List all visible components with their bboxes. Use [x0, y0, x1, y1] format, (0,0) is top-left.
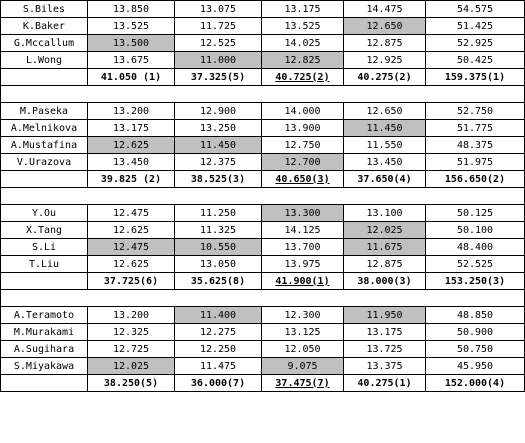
athlete-name-cell[interactable]: G.Mccallum — [1, 35, 88, 52]
score-cell[interactable]: 12.325 — [88, 324, 175, 341]
spacer-cell — [426, 188, 525, 205]
total-cell[interactable]: 40.725(2) — [262, 69, 344, 86]
team-total-row — [1, 171, 525, 188]
score-cell[interactable]: 50.125 — [426, 205, 525, 222]
score-cell[interactable]: 52.525 — [426, 256, 525, 273]
total-cell[interactable]: 41.900(1) — [262, 273, 344, 290]
spacer-row — [1, 188, 525, 205]
athlete-row — [1, 205, 525, 222]
score-cell[interactable]: 12.825 — [262, 52, 344, 69]
score-cell[interactable]: 13.050 — [175, 256, 262, 273]
score-cell[interactable]: 12.875 — [344, 35, 426, 52]
score-cell[interactable]: 11.450 — [175, 137, 262, 154]
athlete-row — [1, 137, 525, 154]
score-cell[interactable]: 48.850 — [426, 307, 525, 324]
spacer-cell — [344, 86, 426, 103]
spacer-cell — [1, 86, 88, 103]
score-cell[interactable]: 13.100 — [344, 205, 426, 222]
score-cell[interactable]: 12.625 — [88, 222, 175, 239]
score-cell[interactable]: 12.925 — [344, 52, 426, 69]
athlete-row — [1, 307, 525, 324]
spacer-cell — [88, 86, 175, 103]
score-cell[interactable]: 11.000 — [175, 52, 262, 69]
score-cell[interactable]: 13.975 — [262, 256, 344, 273]
athlete-name-cell[interactable]: L.Wong — [1, 52, 88, 69]
athlete-row — [1, 1, 525, 18]
blank-cell[interactable] — [1, 375, 88, 392]
score-cell[interactable]: 13.850 — [88, 1, 175, 18]
athlete-name-cell[interactable]: M.Murakami — [1, 324, 88, 341]
athlete-name-cell[interactable]: V.Urazova — [1, 154, 88, 171]
athlete-row — [1, 103, 525, 120]
team-total-row — [1, 69, 525, 86]
score-cell[interactable]: 12.025 — [88, 358, 175, 375]
team-total-row — [1, 273, 525, 290]
score-cell[interactable]: 13.450 — [88, 154, 175, 171]
score-cell[interactable]: 14.475 — [344, 1, 426, 18]
score-cell[interactable]: 13.500 — [88, 35, 175, 52]
total-cell[interactable]: 39.825 (2) — [88, 171, 175, 188]
score-cell[interactable]: 13.525 — [262, 18, 344, 35]
athlete-name-cell[interactable]: A.Teramoto — [1, 307, 88, 324]
score-cell[interactable]: 45.950 — [426, 358, 525, 375]
blank-cell[interactable] — [1, 273, 88, 290]
total-cell[interactable]: 37.475(7) — [262, 375, 344, 392]
score-cell[interactable]: 13.175 — [344, 324, 426, 341]
athlete-row — [1, 341, 525, 358]
score-cell[interactable]: 12.625 — [88, 256, 175, 273]
spacer-cell — [88, 290, 175, 307]
score-cell[interactable]: 12.050 — [262, 341, 344, 358]
score-cell[interactable]: 52.750 — [426, 103, 525, 120]
score-cell[interactable]: 12.475 — [88, 239, 175, 256]
spacer-cell — [344, 290, 426, 307]
score-cell[interactable]: 13.450 — [344, 154, 426, 171]
score-cell[interactable]: 12.025 — [344, 222, 426, 239]
score-cell[interactable]: 12.300 — [262, 307, 344, 324]
total-cell[interactable]: 40.650(3) — [262, 171, 344, 188]
athlete-row — [1, 239, 525, 256]
score-cell[interactable]: 12.625 — [88, 137, 175, 154]
athlete-row — [1, 324, 525, 341]
total-cell[interactable]: 37.325(5) — [175, 69, 262, 86]
score-cell[interactable]: 50.100 — [426, 222, 525, 239]
spacer-cell — [262, 290, 344, 307]
score-cell[interactable]: 51.975 — [426, 154, 525, 171]
score-cell[interactable]: 13.200 — [88, 307, 175, 324]
spacer-cell — [175, 188, 262, 205]
athlete-row — [1, 52, 525, 69]
athlete-name-cell[interactable]: A.Mustafina — [1, 137, 88, 154]
score-cell[interactable]: 13.075 — [175, 1, 262, 18]
blank-cell[interactable] — [1, 69, 88, 86]
score-cell[interactable]: 11.250 — [175, 205, 262, 222]
score-cell[interactable]: 12.725 — [88, 341, 175, 358]
score-cell[interactable]: 12.250 — [175, 341, 262, 358]
total-cell[interactable]: 152.000(4) — [426, 375, 525, 392]
score-cell[interactable]: 50.750 — [426, 341, 525, 358]
athlete-row — [1, 35, 525, 52]
score-cell[interactable]: 11.400 — [175, 307, 262, 324]
score-cell[interactable]: 13.725 — [344, 341, 426, 358]
score-cell[interactable]: 12.650 — [344, 103, 426, 120]
spacer-cell — [262, 86, 344, 103]
score-cell[interactable]: 13.375 — [344, 358, 426, 375]
score-cell[interactable]: 12.650 — [344, 18, 426, 35]
score-cell[interactable]: 11.450 — [344, 120, 426, 137]
athlete-name-cell[interactable]: M.Paseka — [1, 103, 88, 120]
score-cell[interactable]: 9.075 — [262, 358, 344, 375]
score-cell[interactable]: 14.025 — [262, 35, 344, 52]
spacer-cell — [262, 188, 344, 205]
athlete-name-cell[interactable]: S.Biles — [1, 1, 88, 18]
score-cell[interactable]: 13.675 — [88, 52, 175, 69]
score-cell[interactable]: 51.775 — [426, 120, 525, 137]
total-cell[interactable]: 159.375(1) — [426, 69, 525, 86]
score-cell[interactable]: 48.375 — [426, 137, 525, 154]
score-cell[interactable]: 12.750 — [262, 137, 344, 154]
spacer-cell — [175, 290, 262, 307]
total-cell[interactable]: 38.250(5) — [88, 375, 175, 392]
total-cell[interactable]: 35.625(8) — [175, 273, 262, 290]
team-total-row — [1, 375, 525, 392]
athlete-name-cell[interactable]: S.Li — [1, 239, 88, 256]
score-cell[interactable]: 50.900 — [426, 324, 525, 341]
total-cell[interactable]: 153.250(3) — [426, 273, 525, 290]
spacer-row — [1, 86, 525, 103]
score-cell[interactable]: 13.125 — [262, 324, 344, 341]
athlete-name-cell[interactable]: X.Tang — [1, 222, 88, 239]
score-cell[interactable]: 52.925 — [426, 35, 525, 52]
total-cell[interactable]: 41.050 (1) — [88, 69, 175, 86]
score-cell[interactable]: 14.000 — [262, 103, 344, 120]
athlete-row — [1, 222, 525, 239]
score-cell[interactable]: 11.950 — [344, 307, 426, 324]
spacer-cell — [1, 290, 88, 307]
spacer-cell — [426, 86, 525, 103]
athlete-row — [1, 120, 525, 137]
athlete-row — [1, 154, 525, 171]
total-cell[interactable]: 36.000(7) — [175, 375, 262, 392]
score-cell[interactable]: 13.300 — [262, 205, 344, 222]
athlete-name-cell[interactable]: A.Melnikova — [1, 120, 88, 137]
score-cell[interactable]: 11.675 — [344, 239, 426, 256]
athlete-row — [1, 18, 525, 35]
score-cell[interactable]: 13.250 — [175, 120, 262, 137]
athlete-name-cell[interactable]: A.Sugihara — [1, 341, 88, 358]
spacer-cell — [175, 86, 262, 103]
score-cell[interactable]: 12.475 — [88, 205, 175, 222]
score-cell[interactable]: 13.200 — [88, 103, 175, 120]
total-cell[interactable]: 156.650(2) — [426, 171, 525, 188]
total-cell[interactable]: 37.650(4) — [344, 171, 426, 188]
score-cell[interactable]: 11.725 — [175, 18, 262, 35]
athlete-row — [1, 358, 525, 375]
athlete-name-cell[interactable]: K.Baker — [1, 18, 88, 35]
score-cell[interactable]: 51.425 — [426, 18, 525, 35]
total-cell[interactable]: 38.000(3) — [344, 273, 426, 290]
blank-cell[interactable] — [1, 171, 88, 188]
total-cell[interactable]: 40.275(1) — [344, 375, 426, 392]
sheet-body — [1, 1, 525, 392]
score-cell[interactable]: 11.550 — [344, 137, 426, 154]
score-cell[interactable]: 12.875 — [344, 256, 426, 273]
spacer-row — [1, 290, 525, 307]
athlete-name-cell[interactable]: Y.Ou — [1, 205, 88, 222]
score-cell[interactable]: 12.375 — [175, 154, 262, 171]
spacer-cell — [344, 188, 426, 205]
score-cell[interactable]: 54.575 — [426, 1, 525, 18]
score-cell[interactable]: 13.700 — [262, 239, 344, 256]
score-cell[interactable]: 12.275 — [175, 324, 262, 341]
score-cell[interactable]: 11.325 — [175, 222, 262, 239]
score-cell[interactable]: 14.125 — [262, 222, 344, 239]
score-cell[interactable]: 12.525 — [175, 35, 262, 52]
score-cell[interactable]: 50.425 — [426, 52, 525, 69]
score-cell[interactable]: 11.475 — [175, 358, 262, 375]
total-cell[interactable]: 38.525(3) — [175, 171, 262, 188]
score-cell[interactable]: 13.175 — [88, 120, 175, 137]
score-cell[interactable]: 48.400 — [426, 239, 525, 256]
score-cell[interactable]: 13.900 — [262, 120, 344, 137]
spacer-cell — [88, 188, 175, 205]
score-cell[interactable]: 12.900 — [175, 103, 262, 120]
spacer-cell — [1, 188, 88, 205]
athlete-row — [1, 256, 525, 273]
score-cell[interactable]: 10.550 — [175, 239, 262, 256]
score-cell[interactable]: 13.525 — [88, 18, 175, 35]
spacer-cell — [426, 290, 525, 307]
score-cell[interactable]: 12.700 — [262, 154, 344, 171]
total-cell[interactable]: 37.725(6) — [88, 273, 175, 290]
athlete-name-cell[interactable]: T.Liu — [1, 256, 88, 273]
score-cell[interactable]: 13.175 — [262, 1, 344, 18]
total-cell[interactable]: 40.275(2) — [344, 69, 426, 86]
athlete-name-cell[interactable]: S.Miyakawa — [1, 358, 88, 375]
